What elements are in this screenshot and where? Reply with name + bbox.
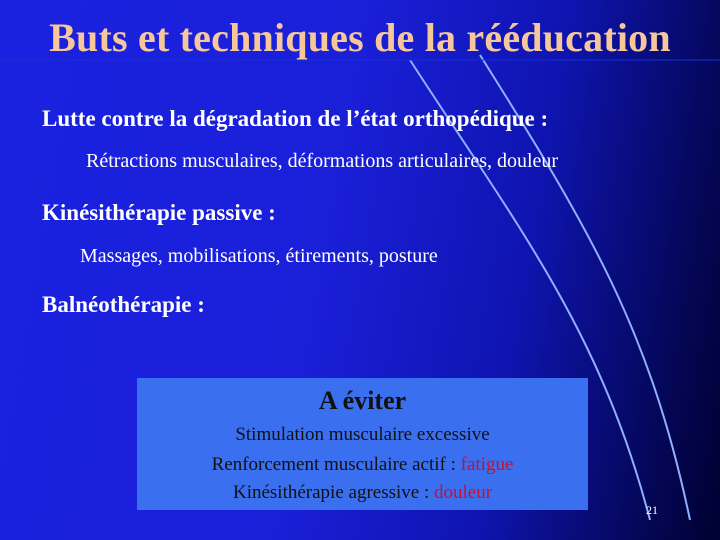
slide-title: Buts et techniques de la rééducation: [49, 15, 671, 60]
bullet-heading-balneo: Balnéothérapie :: [42, 292, 205, 317]
avoid-line-1: Stimulation musculaire excessive: [235, 424, 490, 445]
avoid-line-3-text: Kinésithérapie agressive :: [232, 482, 434, 503]
avoid-line-2: [137, 454, 588, 476]
avoid-box-heading: A éviter: [318, 386, 407, 415]
avoid-line-2-text: Renforcement musculaire actif :: [211, 454, 461, 475]
page-number: 21: [646, 503, 658, 517]
avoid-line-2-accent: fatigue: [460, 454, 514, 475]
avoid-line-3: [137, 482, 588, 504]
avoid-line-3-accent: douleur: [433, 482, 493, 503]
bullet-heading-kine: Kinésithérapie passive :: [42, 200, 276, 225]
avoid-box: [137, 378, 588, 510]
bullet-heading-orthopedic: Lutte contre la dégradation de l’état orthopédique :: [42, 106, 549, 131]
bullet-sub-orthopedic: Rétractions musculaires, déformations articulaires, douleur: [86, 150, 559, 172]
bullet-sub-kine: Massages, mobilisations, étirements, posture: [80, 245, 438, 267]
